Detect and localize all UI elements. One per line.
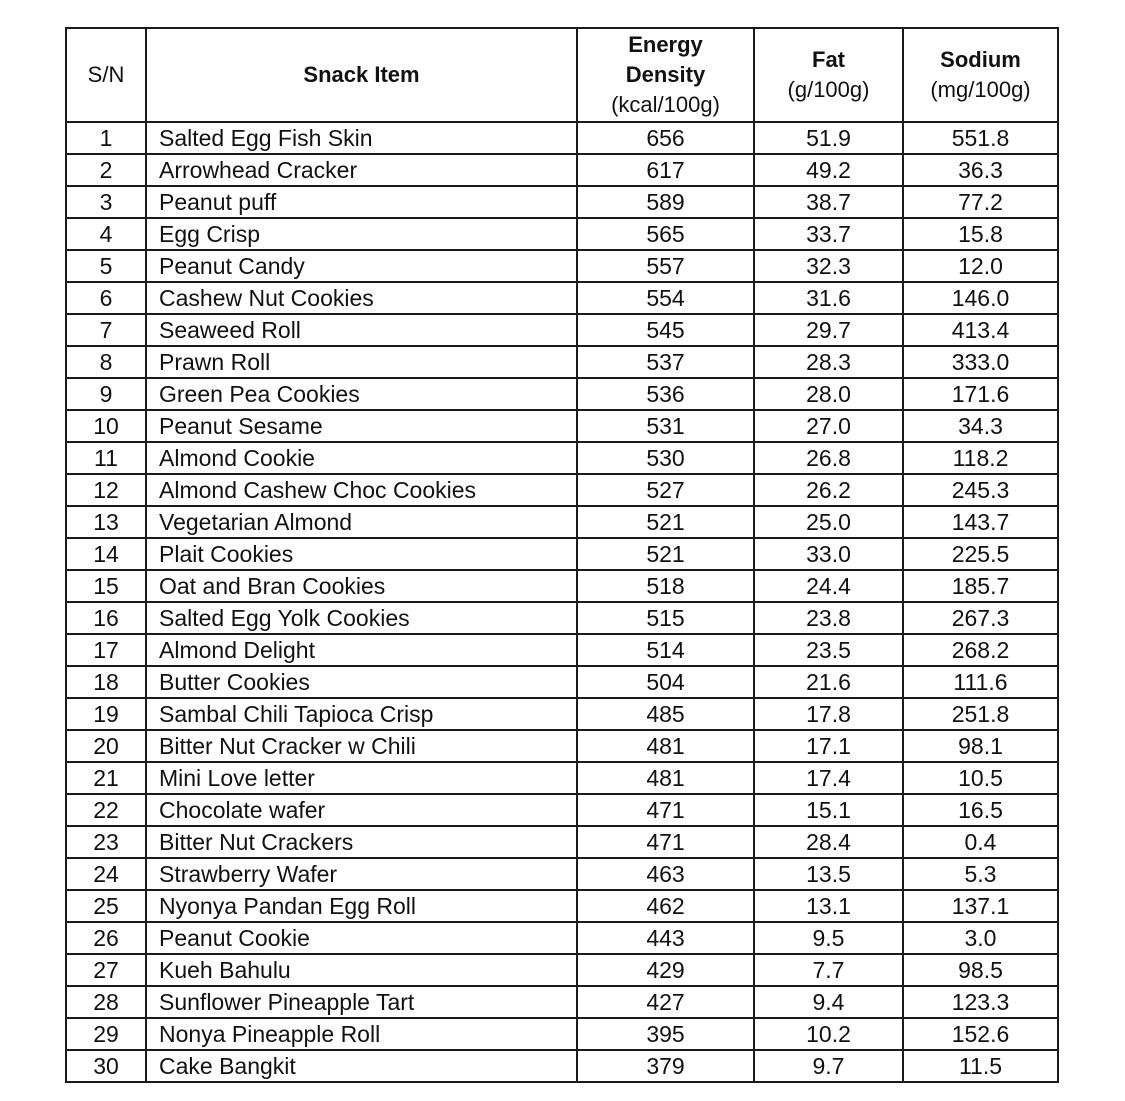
cell-sn: 8 [66,346,146,378]
cell-fat: 9.5 [754,922,903,954]
cell-sn: 29 [66,1018,146,1050]
cell-snack-item: Nonya Pineapple Roll [146,1018,577,1050]
table-row [66,1018,1058,1050]
cell-sn: 9 [66,378,146,410]
cell-snack-item: Vegetarian Almond [146,506,577,538]
cell-sodium: 98.1 [903,730,1058,762]
cell-snack-item: Peanut Cookie [146,922,577,954]
cell-energy-density: 471 [577,794,754,826]
header-sn-label: S/N [87,62,125,87]
cell-energy-density: 443 [577,922,754,954]
cell-sodium: 152.6 [903,1018,1058,1050]
cell-snack-item: Cashew Nut Cookies [146,282,577,314]
cell-fat: 27.0 [754,410,903,442]
cell-energy-density: 537 [577,346,754,378]
header-snack-item [146,28,577,122]
cell-sn: 5 [66,250,146,282]
cell-energy-density: 565 [577,218,754,250]
cell-snack-item: Mini Love letter [146,762,577,794]
cell-fat: 23.8 [754,602,903,634]
cell-fat: 15.1 [754,794,903,826]
cell-sodium: 123.3 [903,986,1058,1018]
cell-energy-density: 504 [577,666,754,698]
cell-fat: 38.7 [754,186,903,218]
cell-snack-item: Almond Cookie [146,442,577,474]
table-row [66,890,1058,922]
cell-energy-density: 515 [577,602,754,634]
table-row [66,506,1058,538]
cell-fat: 9.4 [754,986,903,1018]
cell-fat: 29.7 [754,314,903,346]
table-row [66,698,1058,730]
cell-sodium: 0.4 [903,826,1058,858]
cell-snack-item: Butter Cookies [146,666,577,698]
header-row [66,28,1058,122]
header-sn [66,28,146,122]
table-row [66,314,1058,346]
cell-snack-item: Almond Cashew Choc Cookies [146,474,577,506]
cell-snack-item: Bitter Nut Crackers [146,826,577,858]
header-energy-line1: Energy [628,32,703,57]
cell-energy-density: 521 [577,538,754,570]
header-energy-line2: Density [625,62,706,87]
cell-energy-density: 531 [577,410,754,442]
cell-sn: 7 [66,314,146,346]
cell-fat: 33.0 [754,538,903,570]
cell-sodium: 11.5 [903,1050,1058,1082]
cell-fat: 49.2 [754,154,903,186]
cell-snack-item: Kueh Bahulu [146,954,577,986]
cell-sodium: 245.3 [903,474,1058,506]
cell-fat: 33.7 [754,218,903,250]
cell-energy-density: 463 [577,858,754,890]
cell-energy-density: 427 [577,986,754,1018]
cell-snack-item: Seaweed Roll [146,314,577,346]
cell-sodium: 225.5 [903,538,1058,570]
cell-fat: 31.6 [754,282,903,314]
table-row [66,602,1058,634]
cell-sodium: 15.8 [903,218,1058,250]
cell-fat: 28.4 [754,826,903,858]
cell-sodium: 36.3 [903,154,1058,186]
cell-sodium: 137.1 [903,890,1058,922]
cell-sodium: 3.0 [903,922,1058,954]
cell-sn: 22 [66,794,146,826]
cell-fat: 28.0 [754,378,903,410]
cell-fat: 26.2 [754,474,903,506]
cell-energy-density: 521 [577,506,754,538]
table-row [66,666,1058,698]
cell-sodium: 267.3 [903,602,1058,634]
cell-sodium: 268.2 [903,634,1058,666]
cell-fat: 17.1 [754,730,903,762]
table-row [66,442,1058,474]
table-row [66,762,1058,794]
header-fat-unit: (g/100g) [787,77,870,102]
cell-sodium: 34.3 [903,410,1058,442]
cell-energy-density: 530 [577,442,754,474]
table-row [66,378,1058,410]
cell-sn: 21 [66,762,146,794]
cell-snack-item: Prawn Roll [146,346,577,378]
cell-snack-item: Strawberry Wafer [146,858,577,890]
cell-fat: 51.9 [754,122,903,154]
cell-energy-density: 527 [577,474,754,506]
cell-snack-item: Arrowhead Cracker [146,154,577,186]
table-row [66,538,1058,570]
cell-snack-item: Almond Delight [146,634,577,666]
cell-fat: 13.5 [754,858,903,890]
cell-snack-item: Peanut puff [146,186,577,218]
cell-energy-density: 395 [577,1018,754,1050]
header-snack-item-label: Snack Item [303,62,420,87]
cell-sn: 2 [66,154,146,186]
cell-sn: 3 [66,186,146,218]
cell-fat: 28.3 [754,346,903,378]
cell-energy-density: 518 [577,570,754,602]
table-row [66,730,1058,762]
cell-energy-density: 379 [577,1050,754,1082]
cell-fat: 32.3 [754,250,903,282]
cell-sn: 24 [66,858,146,890]
cell-energy-density: 462 [577,890,754,922]
cell-snack-item: Cake Bangkit [146,1050,577,1082]
cell-snack-item: Green Pea Cookies [146,378,577,410]
table-row [66,282,1058,314]
cell-fat: 24.4 [754,570,903,602]
cell-energy-density: 589 [577,186,754,218]
cell-sn: 20 [66,730,146,762]
cell-energy-density: 656 [577,122,754,154]
table-row [66,570,1058,602]
cell-snack-item: Chocolate wafer [146,794,577,826]
cell-sn: 1 [66,122,146,154]
table-row [66,122,1058,154]
cell-fat: 7.7 [754,954,903,986]
cell-snack-item: Salted Egg Fish Skin [146,122,577,154]
cell-sn: 16 [66,602,146,634]
cell-sodium: 16.5 [903,794,1058,826]
header-fat-label: Fat [812,47,845,72]
cell-sodium: 146.0 [903,282,1058,314]
cell-sn: 28 [66,986,146,1018]
header-energy-density [577,28,754,122]
header-energy-unit: (kcal/100g) [611,92,720,117]
header-sodium-unit: (mg/100g) [930,77,1031,102]
table-row [66,410,1058,442]
cell-fat: 25.0 [754,506,903,538]
cell-sodium: 77.2 [903,186,1058,218]
header-sodium [903,28,1058,122]
table-row [66,186,1058,218]
table-row [66,826,1058,858]
cell-snack-item: Sambal Chili Tapioca Crisp [146,698,577,730]
table-header [66,28,1058,122]
cell-sn: 17 [66,634,146,666]
cell-sodium: 143.7 [903,506,1058,538]
cell-sodium: 118.2 [903,442,1058,474]
cell-fat: 26.8 [754,442,903,474]
cell-energy-density: 429 [577,954,754,986]
cell-fat: 23.5 [754,634,903,666]
cell-snack-item: Egg Crisp [146,218,577,250]
header-sodium-label: Sodium [940,47,1021,72]
cell-sn: 10 [66,410,146,442]
cell-fat: 21.6 [754,666,903,698]
cell-sn: 25 [66,890,146,922]
table-row [66,250,1058,282]
cell-energy-density: 557 [577,250,754,282]
cell-sodium: 111.6 [903,666,1058,698]
table-row [66,794,1058,826]
cell-sn: 13 [66,506,146,538]
cell-energy-density: 554 [577,282,754,314]
cell-snack-item: Peanut Candy [146,250,577,282]
table-row [66,922,1058,954]
cell-fat: 17.8 [754,698,903,730]
cell-energy-density: 481 [577,762,754,794]
cell-energy-density: 617 [577,154,754,186]
cell-energy-density: 536 [577,378,754,410]
cell-sn: 6 [66,282,146,314]
cell-sn: 14 [66,538,146,570]
cell-sodium: 551.8 [903,122,1058,154]
cell-fat: 10.2 [754,1018,903,1050]
cell-sodium: 5.3 [903,858,1058,890]
cell-sodium: 413.4 [903,314,1058,346]
cell-sn: 27 [66,954,146,986]
cell-energy-density: 514 [577,634,754,666]
cell-sn: 30 [66,1050,146,1082]
cell-sodium: 251.8 [903,698,1058,730]
cell-fat: 13.1 [754,890,903,922]
table-row [66,1050,1058,1082]
cell-snack-item: Peanut Sesame [146,410,577,442]
cell-snack-item: Bitter Nut Cracker w Chili [146,730,577,762]
cell-energy-density: 481 [577,730,754,762]
table-row [66,346,1058,378]
cell-sodium: 185.7 [903,570,1058,602]
snack-nutrition-table [65,27,1059,1083]
cell-snack-item: Sunflower Pineapple Tart [146,986,577,1018]
cell-snack-item: Nyonya Pandan Egg Roll [146,890,577,922]
table-row [66,986,1058,1018]
cell-sn: 12 [66,474,146,506]
cell-energy-density: 471 [577,826,754,858]
cell-sodium: 98.5 [903,954,1058,986]
cell-sodium: 333.0 [903,346,1058,378]
cell-sn: 11 [66,442,146,474]
cell-fat: 17.4 [754,762,903,794]
cell-sodium: 12.0 [903,250,1058,282]
cell-sodium: 10.5 [903,762,1058,794]
table-row [66,474,1058,506]
cell-sn: 26 [66,922,146,954]
table-row [66,154,1058,186]
cell-sn: 18 [66,666,146,698]
table-body [66,122,1058,1082]
table-row [66,858,1058,890]
cell-sn: 15 [66,570,146,602]
cell-snack-item: Salted Egg Yolk Cookies [146,602,577,634]
table-row [66,954,1058,986]
cell-fat: 9.7 [754,1050,903,1082]
table-row [66,218,1058,250]
cell-sn: 23 [66,826,146,858]
cell-snack-item: Oat and Bran Cookies [146,570,577,602]
cell-sn: 19 [66,698,146,730]
header-fat [754,28,903,122]
cell-sodium: 171.6 [903,378,1058,410]
cell-energy-density: 545 [577,314,754,346]
cell-energy-density: 485 [577,698,754,730]
table-row [66,634,1058,666]
cell-sn: 4 [66,218,146,250]
cell-snack-item: Plait Cookies [146,538,577,570]
